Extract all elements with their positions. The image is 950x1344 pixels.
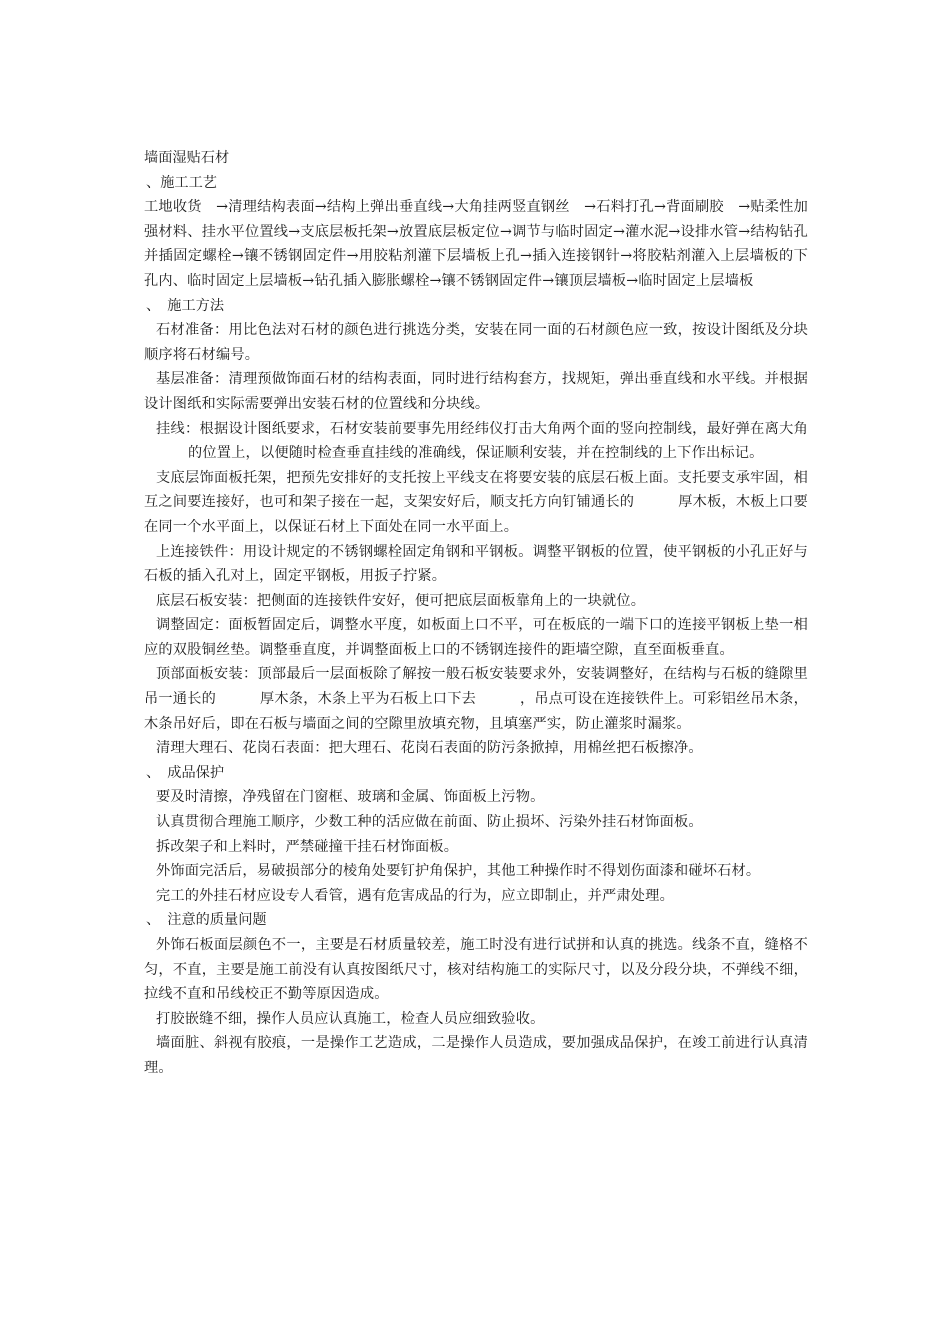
section-heading-protection: 、 成品保护 bbox=[146, 764, 225, 781]
protection-paragraph: 完工的外挂石材应设专人看管，遇有危害成品的行为，应立即制止，并严肃处理。 bbox=[156, 887, 674, 904]
protection-paragraph: 要及时清擦，净残留在门窗框、玻璃和金属、饰面板上污物。 bbox=[156, 789, 545, 806]
method-paragraph bbox=[144, 662, 808, 736]
method-paragraph bbox=[144, 466, 808, 540]
method-text: 厚木板，木板上口要在同一个水平面上，以保证石材上下面处在同一水平面上。 bbox=[144, 494, 808, 535]
protection-paragraph: 拆改架子和上料时，严禁碰撞干挂石材饰面板。 bbox=[156, 838, 459, 855]
process-flow-text: 工地收货 →清理结构表面→结构上弹出垂直线→大角挂两竖直钢丝 →石料打孔→背面刷胶 →贴柔性加强材料、挂水平位置线→支底层板托架→放置底层板定位→调节与临时固定→灌水泥→设排水管→结构钻孔并插固定螺栓→镶不锈钢固定件→用胶粘剂灌下层墙板上孔→插入连接钢针→将胶粘剂灌入上层墙板的下孔内、临时固定上层墙板→钻孔插入膨胀螺栓→镶不锈钢固定件→镶顶层墙板→临时固定上层墙板 bbox=[144, 199, 808, 289]
method-paragraph: 石材准备：用比色法对石材的颜色进行挑选分类，安装在同一面的石材颜色应一致，按设计图纸及分块顺序将石材编号。 bbox=[144, 322, 808, 363]
method-paragraph: 清理大理石、花岗石表面：把大理石、花岗石表面的防污条掀掉，用棉丝把石板擦净。 bbox=[156, 740, 703, 757]
method-paragraph: 基层准备：清理预做饰面石材的结构表面，同时进行结构套方，找规矩，弹出垂直线和水平线。并根据设计图纸和实际需要弹出安装石材的位置线和分块线。 bbox=[144, 371, 808, 412]
section-heading-process: 、施工工艺 bbox=[146, 174, 217, 191]
section-heading-methods: 、 施工方法 bbox=[146, 297, 225, 314]
quality-paragraph: 墙面脏、斜视有胶痕，一是操作工艺造成，二是操作人员造成，要加强成品保护，在竣工前进行认真清理。 bbox=[144, 1035, 808, 1076]
method-text: ，吊点可设在连接铁件上。可彩铝丝吊木条，木条吊好后，即在石板与墙面之间的空隙里放填充物，且填塞严实，防止灌浆时漏浆。 bbox=[144, 691, 808, 732]
method-text: 支底层饰面板托架，把预先安排好的支托按上平线支在将要安装的底层石板上面。支托要支承牢固，相互之间要连接好，也可和架子接在一起，支架安好后，顺支托方向钉铺通长的 bbox=[144, 469, 808, 511]
method-text: 顶部面板安装：顶部最后一层面板除了解按一般石板安装要求外，安装调整好，在结构与石板的缝隙里吊一通长的 bbox=[144, 666, 808, 708]
quality-paragraph: 打胶嵌缝不细，操作人员应认真施工，检查人员应细致验收。 bbox=[156, 1010, 545, 1027]
method-paragraph bbox=[144, 417, 808, 466]
method-text: 挂线：根据设计图纸要求，石材安装前要事先用经纬仪打击大角两个面的竖向控制线，最好弹在离大角 bbox=[156, 420, 808, 437]
section-heading-quality: 、 注意的质量问题 bbox=[146, 912, 267, 929]
protection-paragraph: 认真贯彻合理施工顺序，少数工种的活应做在前面、防止损坏、污染外挂石材饰面板。 bbox=[156, 814, 703, 831]
document-title: 墙面湿贴石材 bbox=[144, 150, 230, 166]
method-paragraph: 底层石板安装：把侧面的连接铁件安好，便可把底层面板靠角上的一块就位。 bbox=[156, 592, 646, 609]
protection-paragraph: 外饰面完活后，易破损部分的棱角处要钉护角保护，其他工种操作时不得划伤面漆和碰坏石材。 bbox=[156, 863, 761, 880]
quality-paragraph: 外饰石板面层颜色不一，主要是石材质量较差，施工时没有进行试拼和认真的挑选。线条不直，缝格不匀，不直，主要是施工前没有认真按图纸尺寸，核对结构施工的实际尺寸，以及分段分块，不弹线不细，拉线不直和吊线校正不勤等原因造成。 bbox=[144, 937, 808, 1003]
method-paragraph: 调整固定：面板暂固定后，调整水平度，如板面上口不平，可在板底的一端下口的连接平钢板上垫一相应的双股铜丝垫。调整垂直度，并调整面板上口的不锈钢连接件的距墙空隙，直至面板垂直。 bbox=[144, 617, 808, 658]
document-page bbox=[144, 146, 808, 1081]
method-text: 厚木条，木条上平为石板上口下去 bbox=[260, 691, 476, 708]
method-text: 的位置上，以便随时检查垂直挂线的准确线，保证顺利安装，并在控制线的上下作出标记。 bbox=[188, 445, 764, 462]
method-paragraph: 上连接铁件：用设计规定的不锈钢螺栓固定角钢和平钢板。调整平钢板的位置，使平钢板的小孔正好与石板的插入孔对上，固定平钢板，用扳子拧紧。 bbox=[144, 543, 808, 585]
